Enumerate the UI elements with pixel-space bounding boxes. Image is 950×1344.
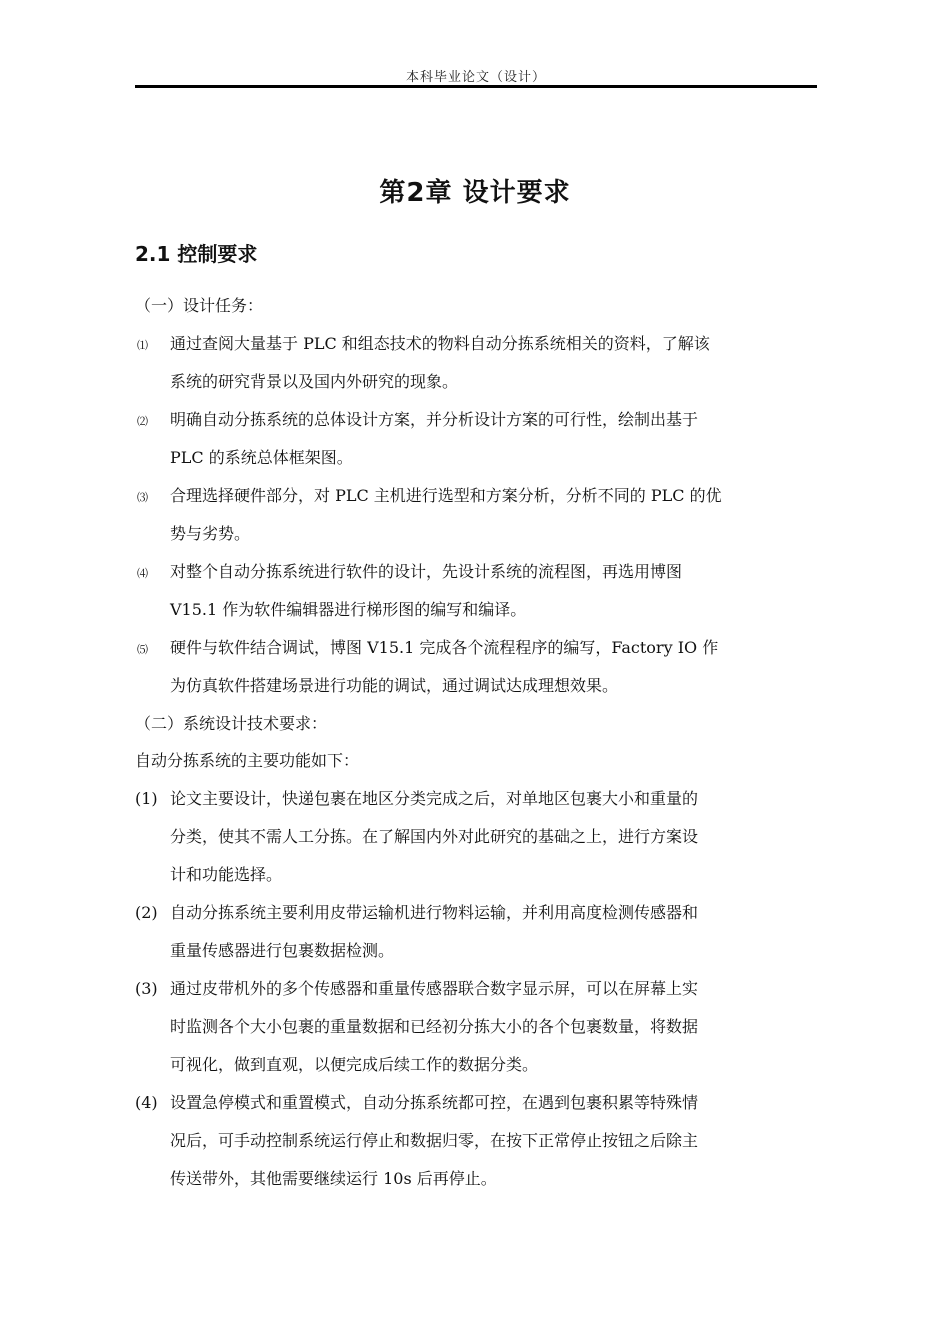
list-item-text: 论文主要设计，快递包裹在地区分类完成之后，对单地区包裹大小和重量的 [170, 789, 699, 808]
header-rule [135, 85, 817, 88]
list-item-number: ⑵ [137, 415, 148, 428]
design-task-heading: （一）设计任务： [135, 296, 264, 315]
list-item-continuation: 重量传感器进行包裹数据检测。 [170, 941, 395, 960]
section-title: 2.1 控制要求 [135, 242, 258, 266]
list-item-continuation: 势与劣势。 [170, 524, 251, 543]
list-item-continuation: V15.1 作为软件编辑器进行梯形图的编写和编译。 [170, 600, 527, 619]
list-item-text: 明确自动分拣系统的总体设计方案，并分析设计方案的可行性，绘制出基于 [170, 410, 699, 429]
list-item-text: 合理选择硬件部分，对 PLC 主机进行选型和方案分析，分析不同的 PLC 的优 [170, 486, 722, 505]
list-item-number: (4) [135, 1093, 158, 1112]
chapter-title: 第2章 设计要求 [379, 178, 571, 208]
list-item-continuation: 为仿真软件搭建场景进行功能的调试，通过调试达成理想效果。 [170, 676, 619, 695]
list-item-continuation: 传送带外，其他需要继续运行 10s 后再停止。 [170, 1169, 497, 1188]
list-item-continuation: 况后，可手动控制系统运行停止和数据归零，在按下正常停止按钮之后除主 [170, 1131, 699, 1150]
list-item-number: ⑶ [137, 491, 148, 504]
functions-intro: 自动分拣系统的主要功能如下： [135, 751, 360, 770]
tech-requirements-heading: （二）系统设计技术要求： [135, 714, 328, 733]
list-item-text: 通过查阅大量基于 PLC 和组态技术的物料自动分拣系统相关的资料，了解该 [170, 334, 710, 353]
list-item-continuation: 时监测各个大小包裹的重量数据和已经初分拣大小的各个包裹数量，将数据 [170, 1017, 699, 1036]
list-item-text: 自动分拣系统主要利用皮带运输机进行物料运输，并利用高度检测传感器和 [170, 903, 699, 922]
list-item-text: 通过皮带机外的多个传感器和重量传感器联合数字显示屏，可以在屏幕上实 [170, 979, 699, 998]
list-item-continuation: 系统的研究背景以及国内外研究的现象。 [170, 372, 459, 391]
list-item-number: ⑸ [137, 643, 148, 656]
list-item-continuation: 计和功能选择。 [170, 865, 283, 884]
page-header: 本科毕业论文（设计） [405, 70, 546, 85]
list-item-number: ⑴ [137, 339, 148, 352]
list-item-number: (1) [135, 789, 158, 808]
list-item-continuation: 分类，使其不需人工分拣。在了解国内外对此研究的基础之上，进行方案设 [170, 827, 699, 846]
list-item-number: (3) [135, 979, 158, 998]
list-item-number: (2) [135, 903, 158, 922]
list-item-number: ⑷ [137, 567, 148, 580]
list-item-text: 设置急停模式和重置模式，自动分拣系统都可控，在遇到包裹积累等特殊情 [170, 1093, 699, 1112]
list-item-text: 硬件与软件结合调试，博图 V15.1 完成各个流程程序的编写，Factory IO 作 [170, 638, 719, 657]
list-item-continuation: 可视化，做到直观，以便完成后续工作的数据分类。 [170, 1055, 539, 1074]
list-item-text: 对整个自动分拣系统进行软件的设计，先设计系统的流程图，再选用博图 [170, 562, 683, 581]
list-item-continuation: PLC 的系统总体框架图。 [170, 448, 353, 467]
